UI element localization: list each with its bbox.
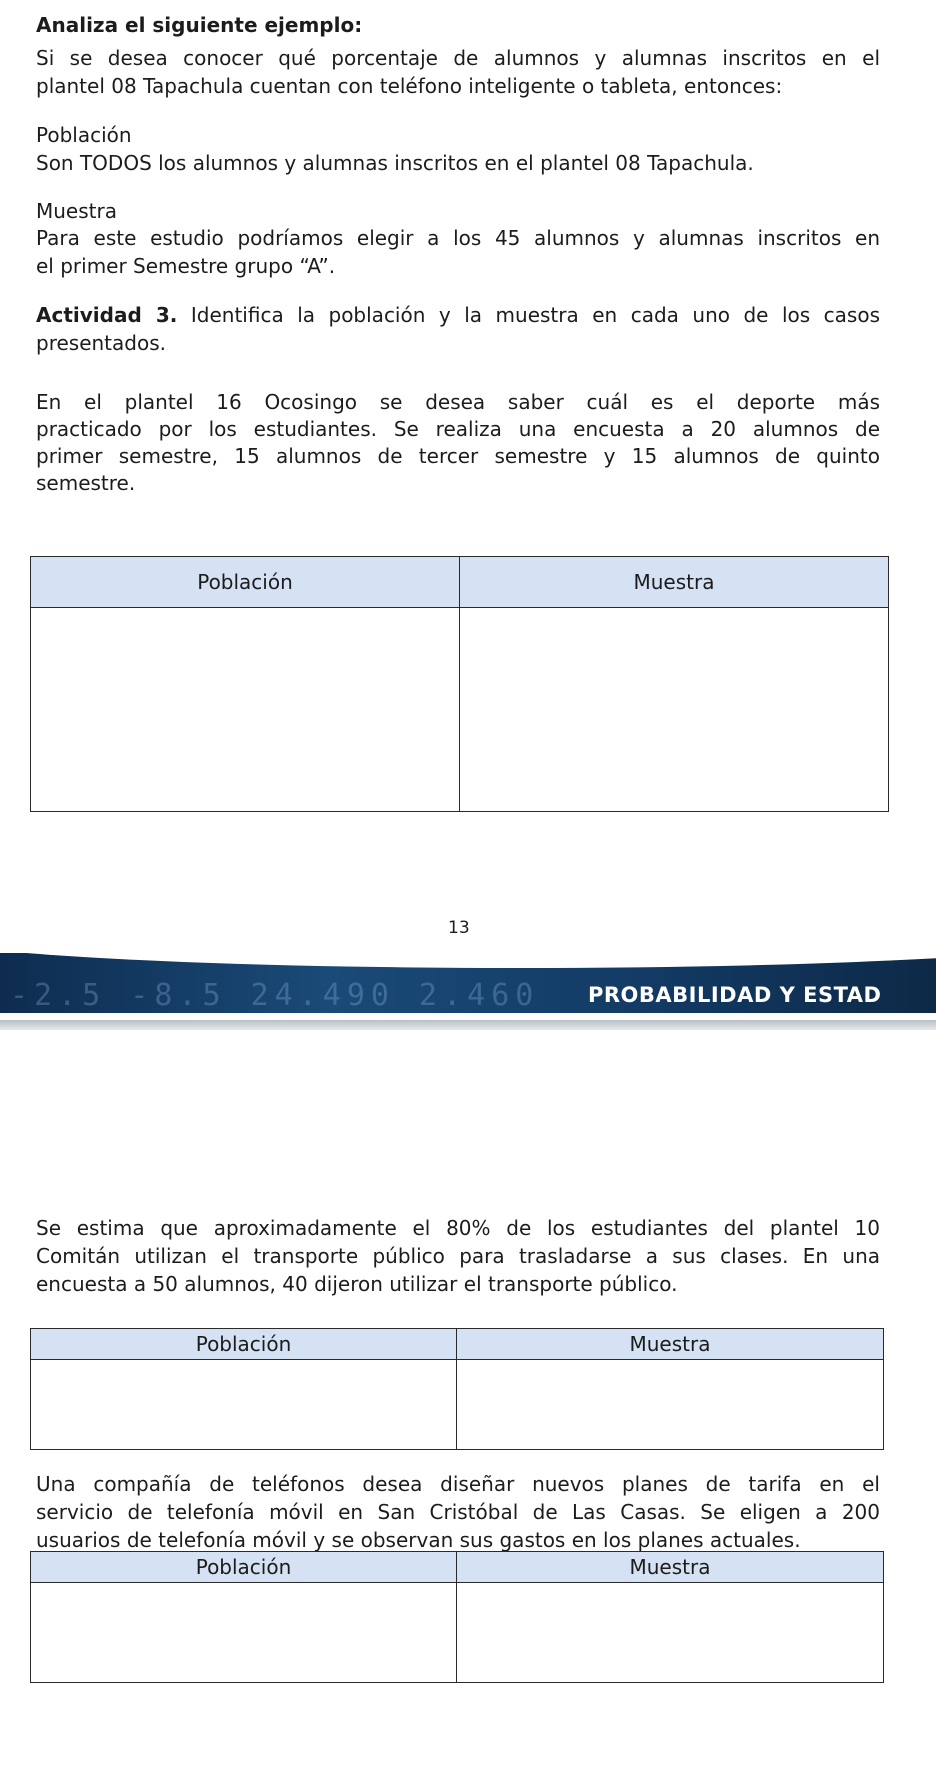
case2-population-cell[interactable] <box>31 1360 457 1450</box>
sample-line-1: Para este estudio podríamos elegir a los 45 alumnos y alumnas inscritos en <box>36 226 880 250</box>
activity-label: Actividad 3. <box>36 303 178 327</box>
banner-digits: -2.5 -8.5 24.490 2.460 <box>10 978 540 1013</box>
case1-line-1: En el plantel 16 Ocosingo se desea saber cuál es el deporte más <box>36 390 880 414</box>
sample-line-2: el primer Semestre grupo “A”. <box>36 254 336 278</box>
case3-line-1: Una compañía de teléfonos desea diseñar nuevos planes de tarifa en el <box>36 1472 880 1496</box>
case3-population-cell[interactable] <box>31 1583 457 1683</box>
case2-sample-cell[interactable] <box>457 1360 884 1450</box>
population-text: Son TODOS los alumnos y alumnas inscritos en el plantel 08 Tapachula. <box>36 151 754 175</box>
case2-line-3: encuesta a 50 alumnos, 40 dijeron utilizar el transporte público. <box>36 1272 678 1296</box>
case1-table <box>30 556 889 812</box>
case1-sample-cell[interactable] <box>460 608 889 812</box>
activity-line-1 <box>36 302 880 328</box>
case2-table <box>30 1328 884 1450</box>
case2-population-header: Población <box>31 1329 457 1360</box>
case1-line-2: practicado por los estudiantes. Se realiza una encuesta a 20 alumnos de <box>36 417 880 441</box>
case2-line-2: Comitán utilizan el transporte público para trasladarse a sus clases. En una <box>36 1244 880 1268</box>
case3-line-3: usuarios de telefonía móvil y se observan sus gastos en los planes actuales. <box>36 1528 801 1552</box>
activity-line-2: presentados. <box>36 331 166 355</box>
activity-text: Identifica la población y la muestra en cada uno de los casos <box>177 303 880 327</box>
intro-line-2: plantel 08 Tapachula cuentan con teléfono inteligente o tableta, entonces: <box>36 74 783 98</box>
case1-population-header: Población <box>31 557 460 608</box>
section-banner <box>0 938 936 1032</box>
case1-line-3: primer semestre, 15 alumnos de tercer semestre y 15 alumnos de quinto <box>36 444 880 468</box>
case1-sample-header: Muestra <box>460 557 889 608</box>
case3-table <box>30 1551 884 1683</box>
case3-sample-cell[interactable] <box>457 1583 884 1683</box>
case1-population-cell[interactable] <box>31 608 460 812</box>
case2-line-1: Se estima que aproximadamente el 80% de los estudiantes del plantel 10 <box>36 1216 880 1240</box>
case3-population-header: Población <box>31 1552 457 1583</box>
page-number: 13 <box>448 918 470 938</box>
case3-line-2: servicio de telefonía móvil en San Cristóbal de Las Casas. Se eligen a 200 <box>36 1500 880 1524</box>
intro-heading: Analiza el siguiente ejemplo: <box>36 13 363 37</box>
intro-line-1: Si se desea conocer qué porcentaje de alumnos y alumnas inscritos en el <box>36 46 880 70</box>
case3-sample-header: Muestra <box>457 1552 884 1583</box>
banner-title: PROBABILIDAD Y ESTAD <box>588 983 882 1007</box>
case2-sample-header: Muestra <box>457 1329 884 1360</box>
banner-strip <box>0 1020 936 1030</box>
population-label: Población <box>36 123 132 147</box>
sample-label: Muestra <box>36 199 117 223</box>
case1-line-4: semestre. <box>36 471 136 495</box>
